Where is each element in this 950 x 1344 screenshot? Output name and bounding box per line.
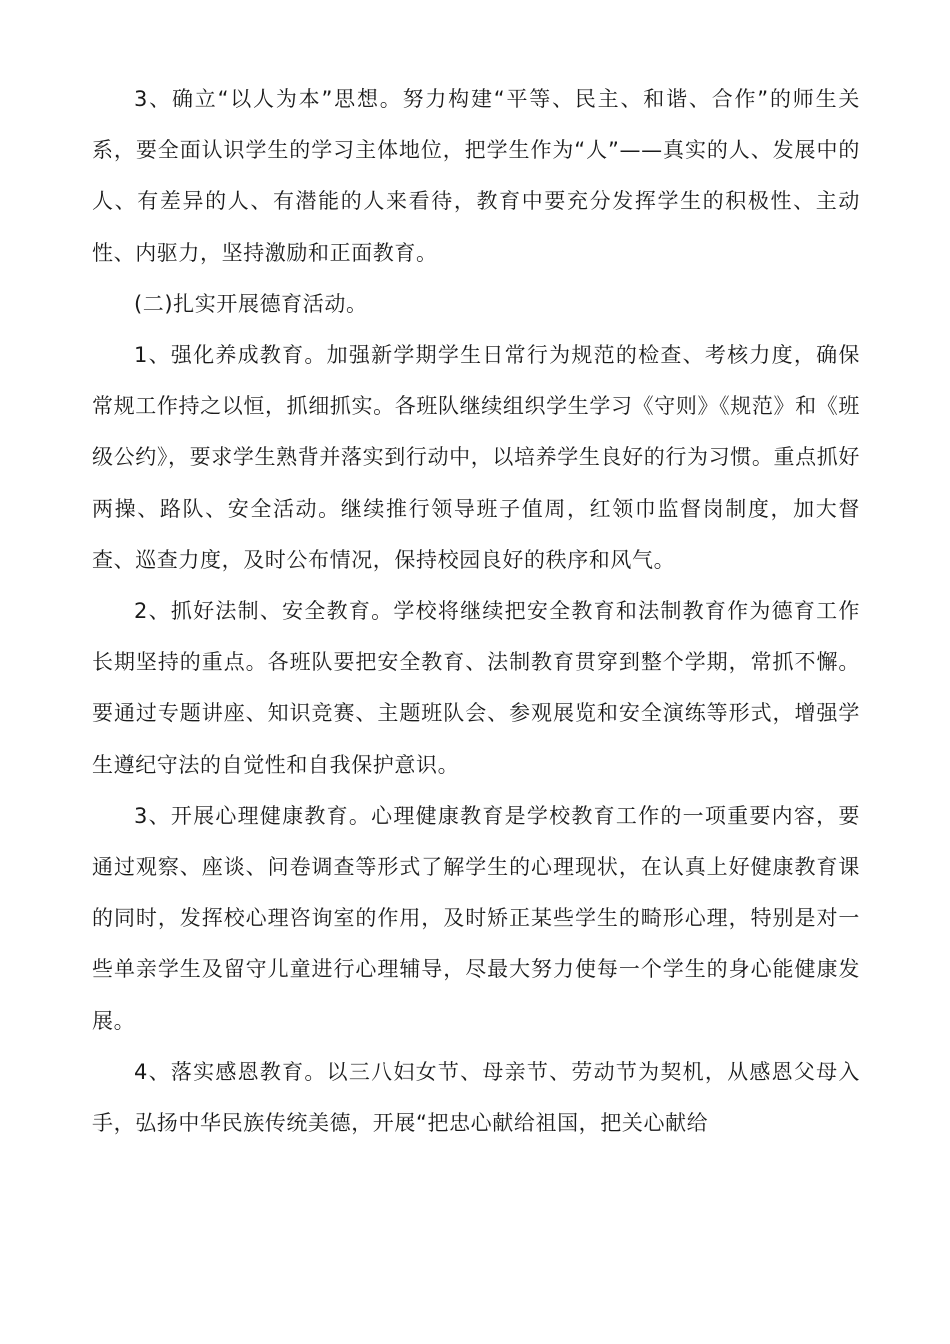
paragraph-activity-2: 2、抓好法制、安全教育。学校将继续把安全教育和法制教育作为德育工作长期坚持的重点。各班队要把安全教育、法制教育贯穿到整个学期，常抓不懈。要通过专题讲座、知识竞赛、主题班队会、参观展览和安全演练等形式，增强学生遵纪守法的自觉性和自我保护意识。 [92, 599, 860, 777]
document-body [92, 74, 860, 1149]
section-heading-moral-activities: (二)扎实开展德育活动。 [134, 291, 368, 316]
paragraph-activity-4: 4、落实感恩教育。以三八妇女节、母亲节、劳动节为契机，从感恩父母入手，弘扬中华民族传统美德，开展“把忠心献给祖国，把关心献给 [92, 1059, 860, 1136]
paragraph-activity-3: 3、开展心理健康教育。心理健康教育是学校教育工作的一项重要内容，要通过观察、座谈、问卷调查等形式了解学生的心理现状，在认真上好健康教育课的同时，发挥校心理咨询室的作用，及时矫正某些学生的畸形心理，特别是对一些单亲学生及留守儿童进行心理辅导，尽最大努力使每一个学生的身心能健康发展。 [92, 803, 860, 1033]
paragraph-principle-3: 3、确立“以人为本”思想。努力构建“平等、民主、和谐、合作”的师生关系，要全面认识学生的学习主体地位，把学生作为“人”——真实的人、发展中的人、有差异的人、有潜能的人来看待，教育中要充分发挥学生的积极性、主动性、内驱力，坚持激励和正面教育。 [92, 87, 860, 265]
paragraph-activity-1: 1、强化养成教育。加强新学期学生日常行为规范的检查、考核力度，确保常规工作持之以恒，抓细抓实。各班队继续组织学生学习《守则》《规范》和《班级公约》，要求学生熟背并落实到行动中，以培养学生良好的行为习惯。重点抓好两操、路队、安全活动。继续推行领导班子值周，红领巾监督岗制度，加大督查、巡查力度，及时公布情况，保持校园良好的秩序和风气。 [92, 343, 860, 572]
